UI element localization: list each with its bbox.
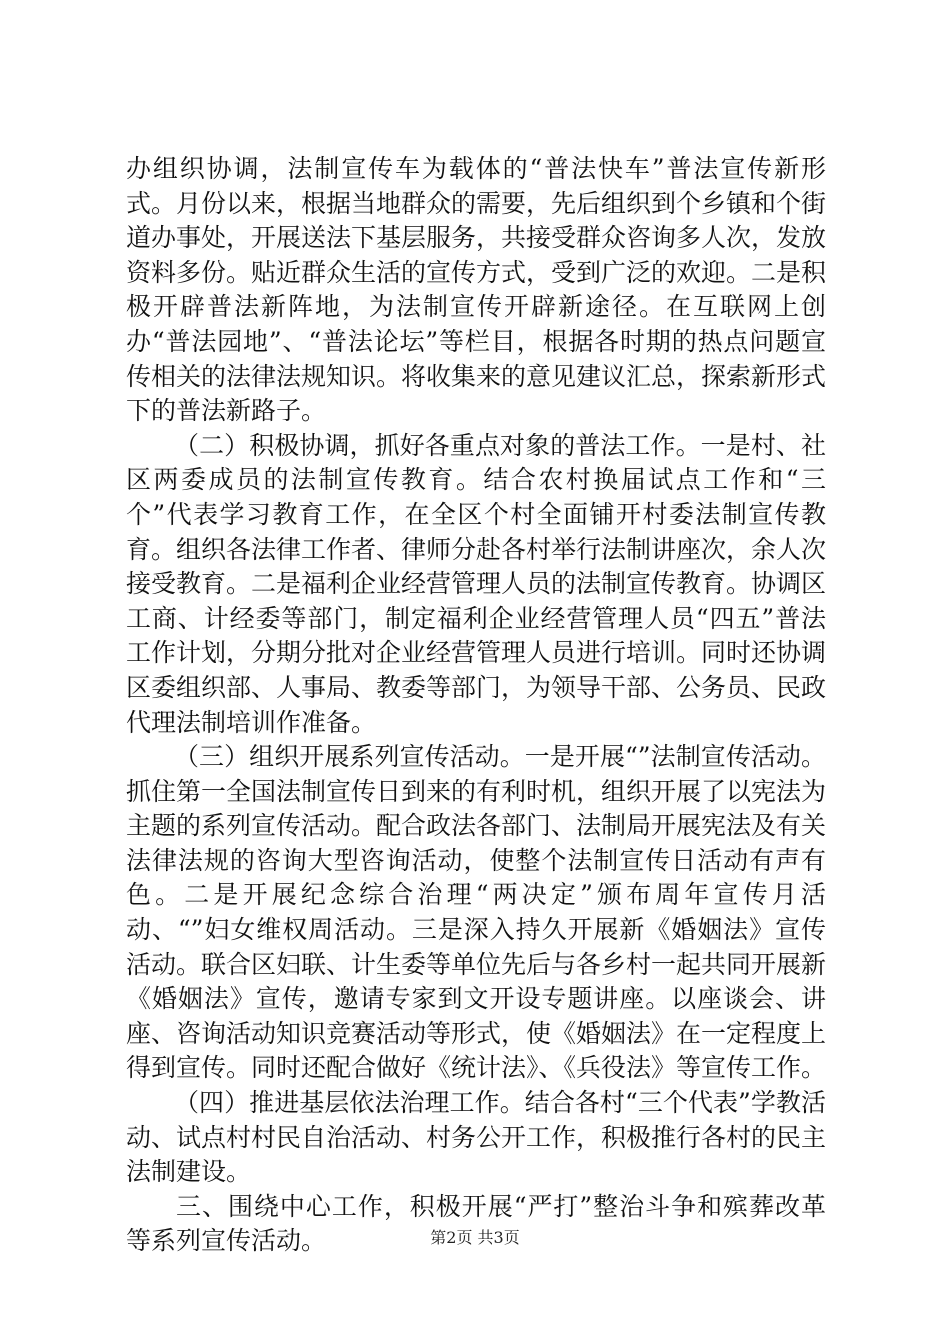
body-paragraph: 办组织协调，法制宣传车为载体的“普法快车”普法宣传新形式。月份以来，根据当地群众的需要，先后组织到个乡镇和个街道办事处，开展送法下基层服务，共接受群众咨询多人次，发放资料多份。贴近群众生活的宣传方式，受到广泛的欢迎。二是积极开辟普法新阵地，为法制宣传开辟新途径。在互联网上创办“普法园地”、“普法论坛”等栏目，根据各时期的热点问题宣传相关的法律法规知识。将收集来的意见建议汇总，探索新形式下的普法新路子。 [126,154,827,426]
body-paragraph: （三）组织开展系列宣传活动。一是开展“”法制宣传活动。抓住第一全国法制宣传日到来的有利时机，组织开展了以宪法为主题的系列宣传活动。配合政法各部门、法制局开展宪法及有关法律法规的咨询大型咨询活动，使整个法制宣传日活动有声有色。二是开展纪念综合治理“两决定”颁布周年宣传月活动、“”妇女维权周活动。三是深入持久开展新《婚姻法》宣传活动。联合区妇联、计生委等单位先后与各乡村一起共同开展新《婚姻法》宣传，邀请专家到文开设专题讲座。以座谈会、讲座、咨询活动知识竞赛活动等形式，使《婚姻法》在一定程度上得到宣传。同时还配合做好《统计法》、《兵役法》等宣传工作。 [126,742,827,1083]
body-paragraph: 三、围绕中心工作，积极开展“严打”整治斗争和殡葬改革等系列宣传活动。 [126,1191,826,1256]
page-footer [0,1225,950,1248]
body-paragraph: （二）积极协调，抓好各重点对象的普法工作。一是村、社区两委成员的法制宣传教育。结合农村换届试点工作和“三个”代表学习教育工作，在全区个村全面铺开村委法制宣传教育。组织各法律工作者、律师分赴各村举行法制讲座次，余人次接受教育。二是福利企业经营管理人员的法制宣传教育。协调区工商、计经委等部门，制定福利企业经营管理人员“四五”普法工作计划，分期分批对企业经营管理人员进行培训。同时还协调区委组织部、人事局、教委等部门，为领导干部、公务员、民政代理法制培训作准备。 [126,430,827,737]
page-number: 第2页 共3页 [430,1228,520,1247]
body-paragraph: （四）推进基层依法治理工作。结合各村“三个代表”学教活动、试点村村民自治活动、村务公开工作，积极推行各村的民主法制建设。 [126,1088,827,1187]
document-body [126,152,826,1259]
